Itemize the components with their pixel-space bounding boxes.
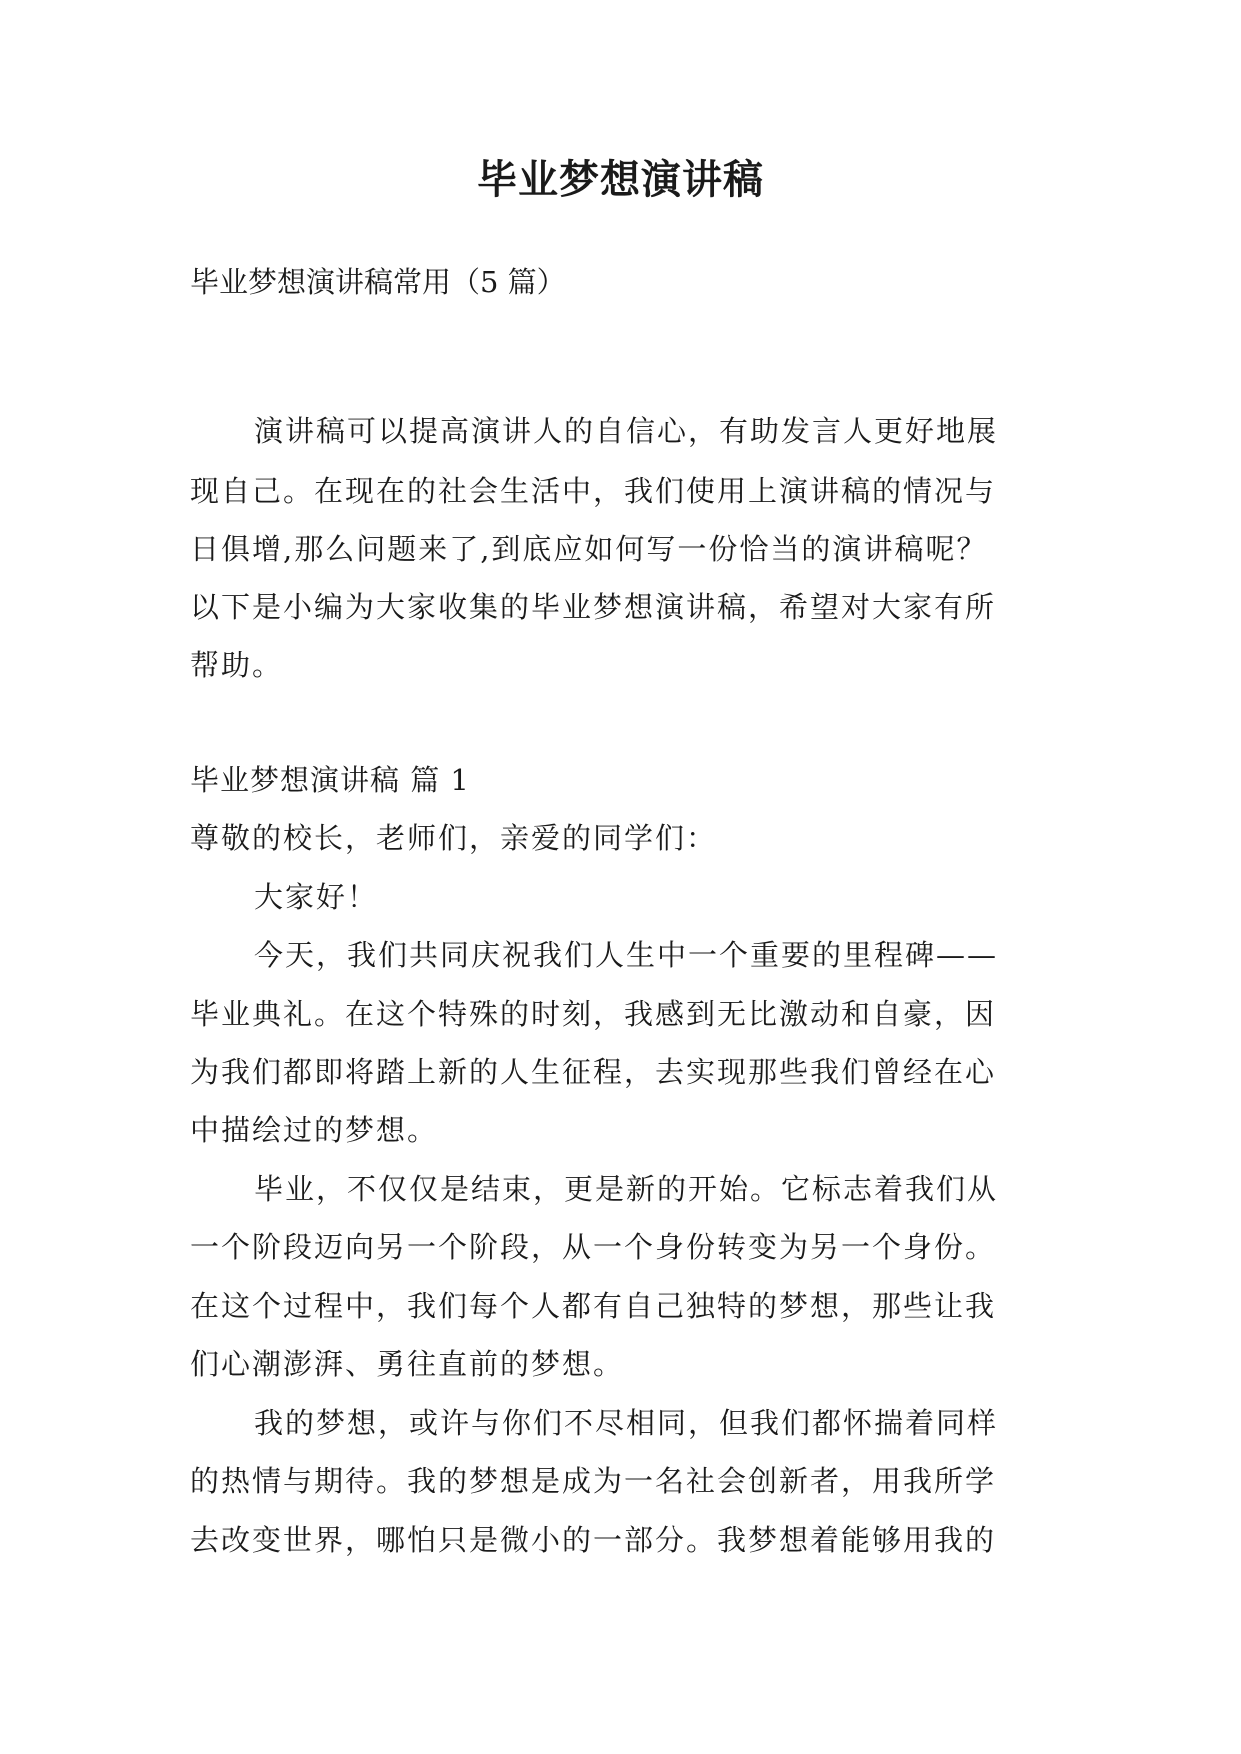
intro-line: 帮助。 [190, 648, 284, 682]
intro-line: 日俱增,那么问题来了,到底应如何写一份恰当的演讲稿呢？ [190, 532, 988, 566]
intro-line: 演讲稿可以提高演讲人的自信心，有助发言人更好地展 [254, 414, 999, 448]
section-heading: 毕业梦想演讲稿 篇 1 [190, 763, 470, 797]
paragraph-line: 我的梦想，或许与你们不尽相同，但我们都怀揣着同样 [254, 1406, 999, 1440]
salutation: 尊敬的校长，老师们，亲爱的同学们： [190, 821, 718, 855]
document-title: 毕业梦想演讲稿 [477, 156, 764, 203]
paragraph-line: 去改变世界，哪怕只是微小的一部分。我梦想着能够用我的 [190, 1523, 997, 1557]
paragraph-line: 的热情与期待。我的梦想是成为一名社会创新者，用我所学 [190, 1464, 997, 1498]
paragraph-line: 毕业，不仅仅是结束，更是新的开始。它标志着我们从 [254, 1172, 999, 1206]
paragraph-line: 中描绘过的梦想。 [190, 1113, 439, 1147]
greeting: 大家好！ [254, 880, 379, 914]
paragraph-line: 今天，我们共同庆祝我们人生中一个重要的里程碑—— [254, 938, 999, 972]
paragraph-line: 们心潮澎湃、勇往直前的梦想。 [190, 1347, 625, 1381]
paragraph-line: 在这个过程中，我们每个人都有自己独特的梦想，那些让我 [190, 1289, 997, 1323]
paragraph-line: 一个阶段迈向另一个阶段，从一个身份转变为另一个身份。 [190, 1230, 997, 1264]
paragraph-line: 为我们都即将踏上新的人生征程，去实现那些我们曾经在心 [190, 1055, 997, 1089]
intro-line: 现自己。在现在的社会生活中，我们使用上演讲稿的情况与 [190, 474, 997, 508]
intro-line: 以下是小编为大家收集的毕业梦想演讲稿，希望对大家有所 [190, 590, 997, 624]
paragraph-line: 毕业典礼。在这个特殊的时刻，我感到无比激动和自豪，因 [190, 997, 997, 1031]
document-subtitle: 毕业梦想演讲稿常用（5 篇） [190, 265, 566, 299]
